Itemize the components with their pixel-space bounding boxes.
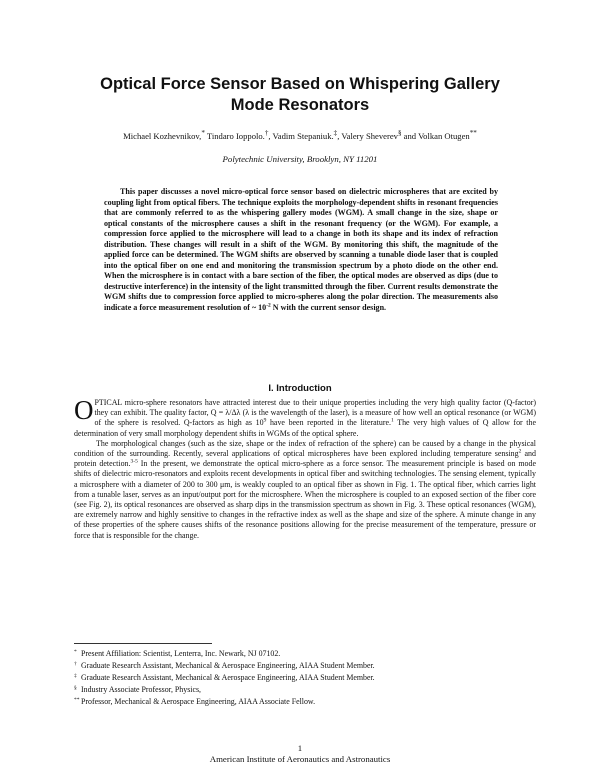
title-line-1: Optical Force Sensor Based on Whispering Gallery <box>100 75 500 93</box>
abstract <box>104 187 498 313</box>
abstract-exponent: -2 <box>266 301 271 308</box>
footnote-text: Present Affiliation: Scientist, Lenterra, Inc. Newark, NJ 07102. <box>81 649 281 658</box>
author-list <box>40 128 560 142</box>
author-4: , Valery Sheverev <box>337 130 398 141</box>
intro-paragraph-2 <box>74 439 536 541</box>
intro-p2-text-3: In the present, we demonstrate the optical micro-sphere as a force sensor. The measurement principle is based on mode shifts of dielectric micro-resonators and exploits recent developments in optical fiber and switching technologies. The sensing element, typically a microsphere with a diameter of 200 to 300 μm, is weakly coupled to an optical fiber as shown in Fig. 1. The optical fiber, which carries light from a tunable laser, serves as an input/output port for the microsphere. When the microsphere is coupled to an exposed section of the fiber core (see Fig. 2), its optical resonances are observed as sharp dips in the transmission spectrum as shown in Fig. 3. These optical resonances (WGM), are extremely narrow and highly sensitive to changes in the refractive index as well as the shape and size of the sphere. A minute change in any of these properties of the sphere causes shifts of the resonance positions allowing for the precise measurement of the temperature, pressure or force that is responsible for the change. <box>74 459 536 540</box>
author-1: Michael Kozhevnikov, <box>123 130 202 141</box>
intro-paragraph-1 <box>74 395 537 439</box>
author-3-mark: ‡ <box>333 129 338 137</box>
footnote-text: Industry Associate Professor, Physics, <box>81 685 202 694</box>
footnote <box>74 683 514 695</box>
footnote-text: Graduate Research Assistant, Mechanical & Aerospace Engineering, AIAA Student Member. <box>81 673 375 682</box>
citation-ref: 1 <box>391 417 394 424</box>
footnote-mark: * <box>74 649 77 655</box>
footnote-mark: † <box>74 661 77 667</box>
citation-ref: 3-5 <box>130 458 138 465</box>
footnote <box>74 671 514 683</box>
author-1-mark: * <box>201 129 205 137</box>
page-number: 1 <box>297 743 303 753</box>
intro-p1-text-2: have been reported in the literature. <box>266 418 391 428</box>
footnote <box>74 659 514 671</box>
author-5-mark: ** <box>469 129 477 137</box>
author-3: , Vadim Stepaniuk. <box>268 130 334 141</box>
author-2: Tindaro Ioppolo. <box>206 130 265 141</box>
footnote-text: Professor, Mechanical & Aerospace Engineering, AIAA Associate Fellow. <box>81 697 316 706</box>
author-4-mark: § <box>397 129 402 137</box>
footnote-rule <box>74 643 212 644</box>
intro-p1-text: PTICAL micro-sphere resonators have attracted interest due to their unique properties including the very high quality factor (Q-factor) they can exhibit. The quality factor, Q = λ/Δλ (λ is the wavelength of the laser), is a measure of how well an optical resonance (or WGM) of the sphere is resolved. Q-factors as high as 10 <box>94 398 536 428</box>
footnote-mark: ‡ <box>74 673 77 679</box>
citation-ref: 2 <box>518 448 522 455</box>
paper-title <box>60 74 540 116</box>
drop-cap: O <box>74 395 94 425</box>
footnote-mark: ** <box>74 697 80 703</box>
footnote-text: Graduate Research Assistant, Mechanical & Aerospace Engineering, AIAA Student Member. <box>81 661 375 670</box>
footer-text: American Institute of Aeronautics and Astronautics <box>209 753 391 764</box>
footnote <box>74 695 514 707</box>
footnote-mark: § <box>74 685 77 691</box>
intro-p1-text-3: The very high values of Q allow for the determination of very small morphology dependent shifts in WGMs of the optical sphere. <box>74 418 537 438</box>
intro-p2-text-2: and protein detection. <box>74 449 536 469</box>
footnote <box>74 647 514 659</box>
abstract-text: This paper discusses a novel micro-optical force sensor based on dielectric microspheres that are excited by coupling light from optical fibers. The technique exploits the morphology-dependent shifts in resonant frequencies that are commonly referred to as the whispering gallery modes (WGM). A small change in the size, shape or optical constants of the microsphere causes a shift in the resonant frequency (or the WGM). For example, a compression force applied to the microsphere will lead to a change in both its shape and its index of refraction distribution. These changes will result in a shift of the WGM. By monitoring this shift, the magnitude of the applied force can be determined. The WGM shifts are observed by scanning a tunable diode laser that is coupled into the optical fiber on one end and monitoring the transmission spectrum by a photo diode on the other end. When the microsphere is in contact with a bare section of the fiber, the optical modes are observed as dips (due to destructive interference) in the intensity of the light transmitted through the fiber. Current results demonstrate the WGM shifts due to compression force applied to micro-spheres along the polar direction. The measurements also indicate a force measurement resolution of ~ 10 <box>104 187 498 312</box>
abstract-text-end: N with the current sensor design. <box>270 302 387 312</box>
author-2-mark: † <box>264 129 269 137</box>
section-heading-introduction: I. Introduction <box>268 383 332 394</box>
footnotes <box>74 647 514 707</box>
page-footer <box>0 743 600 764</box>
title-line-2: Mode Resonators <box>230 96 370 114</box>
introduction-body <box>74 395 537 541</box>
intro-p1-exponent: 9 <box>263 417 267 424</box>
affiliation: Polytechnic University, Brooklyn, NY 11201 <box>222 154 378 164</box>
intro-p2-text: The morphological changes (such as the size, shape or the index of refraction of the sphere) can be caused by a change in the physical condition of the surrounding. Recently, several applications of optical microspheres have been explored including temperature sensing <box>74 438 536 459</box>
author-5: and Volkan Otugen <box>403 130 470 141</box>
